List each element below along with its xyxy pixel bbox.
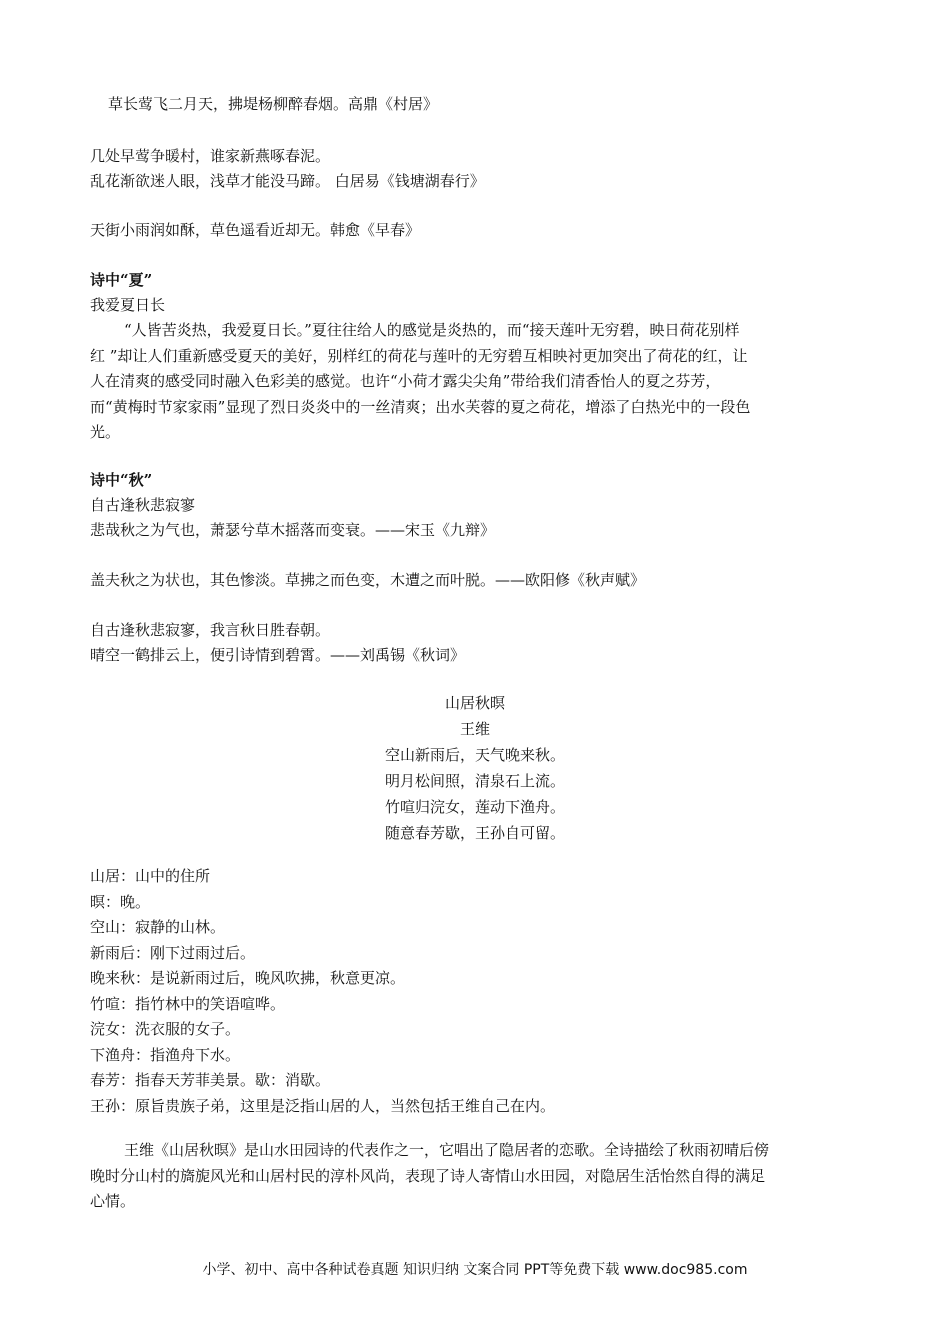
spring-line-1: 草长莺飞二月天，拂堤杨柳醉春烟。高鼎《村居》	[108, 95, 439, 113]
note-item: 浣女：洗衣服的女子。	[90, 1020, 241, 1038]
poem-line: 明月松间照，清泉石上流。	[384, 772, 565, 790]
poem-line: 空山新雨后，天气晚来秋。	[384, 746, 565, 764]
footer: 小学、初中、高中各种试卷真题 知识归纳 文案合同 PPT等免费下载 www.doc985.com	[202, 1262, 748, 1278]
poem-author: 王维	[459, 720, 490, 738]
spring-line-2: 几处早莺争暖村，谁家新燕啄春泥。	[90, 147, 331, 165]
summer-paragraph-line-1: “人皆苦炎热，我爱夏日长。”夏往往给人的感觉是炎热的，而“接天莲叶无穷碧，映日荷花别样	[124, 321, 740, 339]
summer-paragraph-line-5: 光。	[90, 423, 121, 441]
analysis-line-1: 王维《山居秋暝》是山水田园诗的代表作之一，它唱出了隐居者的恋歌。全诗描绘了秋雨初晴后傍	[124, 1141, 770, 1159]
summer-subtitle: 我爱夏日长	[90, 296, 166, 314]
note-item: 山居：山中的住所	[90, 867, 211, 885]
notes-list	[90, 864, 555, 1119]
summer-paragraph-line-2: 红 ”却让人们重新感受夏天的美好，别样红的荷花与莲叶的无穷碧互相映衬更加突出了荷花的红，让	[90, 347, 748, 365]
analysis-line-3: 心情。	[90, 1192, 136, 1210]
poem-line: 竹喧归浣女，莲动下渔舟。	[384, 798, 565, 816]
autumn-subtitle: 自古逢秋悲寂寥	[90, 496, 196, 514]
autumn-quote-3-line-1: 自古逢秋悲寂寥，我言秋日胜春朝。	[90, 621, 331, 639]
note-item: 新雨后：刚下过雨过后。	[90, 943, 256, 962]
poem-title: 山居秋暝	[444, 694, 505, 712]
note-item: 下渔舟：指渔舟下水。	[90, 1045, 241, 1064]
analysis-line-2: 晚时分山村的旖旎风光和山居村民的淳朴风尚，表现了诗人寄情山水田园，对隐居生活怡然自得的满足	[90, 1167, 766, 1185]
poem	[0, 690, 950, 846]
autumn-quote-2: 盖夫秋之为状也，其色惨淡。草拂之而色变，木遭之而叶脱。——欧阳修《秋声赋》	[90, 571, 646, 589]
note-item: 春芳：指春天芳菲美景。歇：消歇。	[90, 1071, 331, 1089]
summer-paragraph-line-3: 人在清爽的感受同时融入色彩美的感觉。也许“小荷才露尖尖角”带给我们清香怡人的夏之芬芳，	[90, 372, 721, 390]
autumn-heading: 诗中“秋”	[90, 471, 153, 489]
note-item: 暝：晚。	[90, 892, 151, 911]
summer-paragraph-line-4: 而“黄梅时节家家雨”显现了烈日炎炎中的一丝清爽；出水芙蓉的夏之荷花，增添了白热光中的一段色	[90, 398, 751, 416]
note-item: 竹喧：指竹林中的笑语喧哗。	[90, 994, 286, 1013]
poem-line: 随意春芳歇，王孙自可留。	[384, 824, 565, 842]
spring-line-3: 乱花渐欲迷人眼，浅草才能没马蹄。 白居易《钱塘湖春行》	[90, 172, 485, 190]
note-item: 晚来秋：是说新雨过后，晚风吹拂，秋意更凉。	[90, 969, 406, 987]
note-item: 空山：寂静的山林。	[90, 918, 226, 936]
spring-line-4: 天街小雨润如酥，草色遥看近却无。韩愈《早春》	[90, 221, 421, 239]
summer-heading: 诗中“夏”	[90, 271, 153, 289]
autumn-quote-3-line-2: 晴空一鹤排云上，便引诗情到碧霄。——刘禹锡《秋词》	[90, 646, 466, 664]
autumn-quote-1: 悲哉秋之为气也，萧瑟兮草木摇落而变衰。——宋玉《九辩》	[90, 521, 496, 539]
note-item: 王孙：原旨贵族子弟，这里是泛指山居的人，当然包括王维自己在内。	[90, 1096, 556, 1115]
